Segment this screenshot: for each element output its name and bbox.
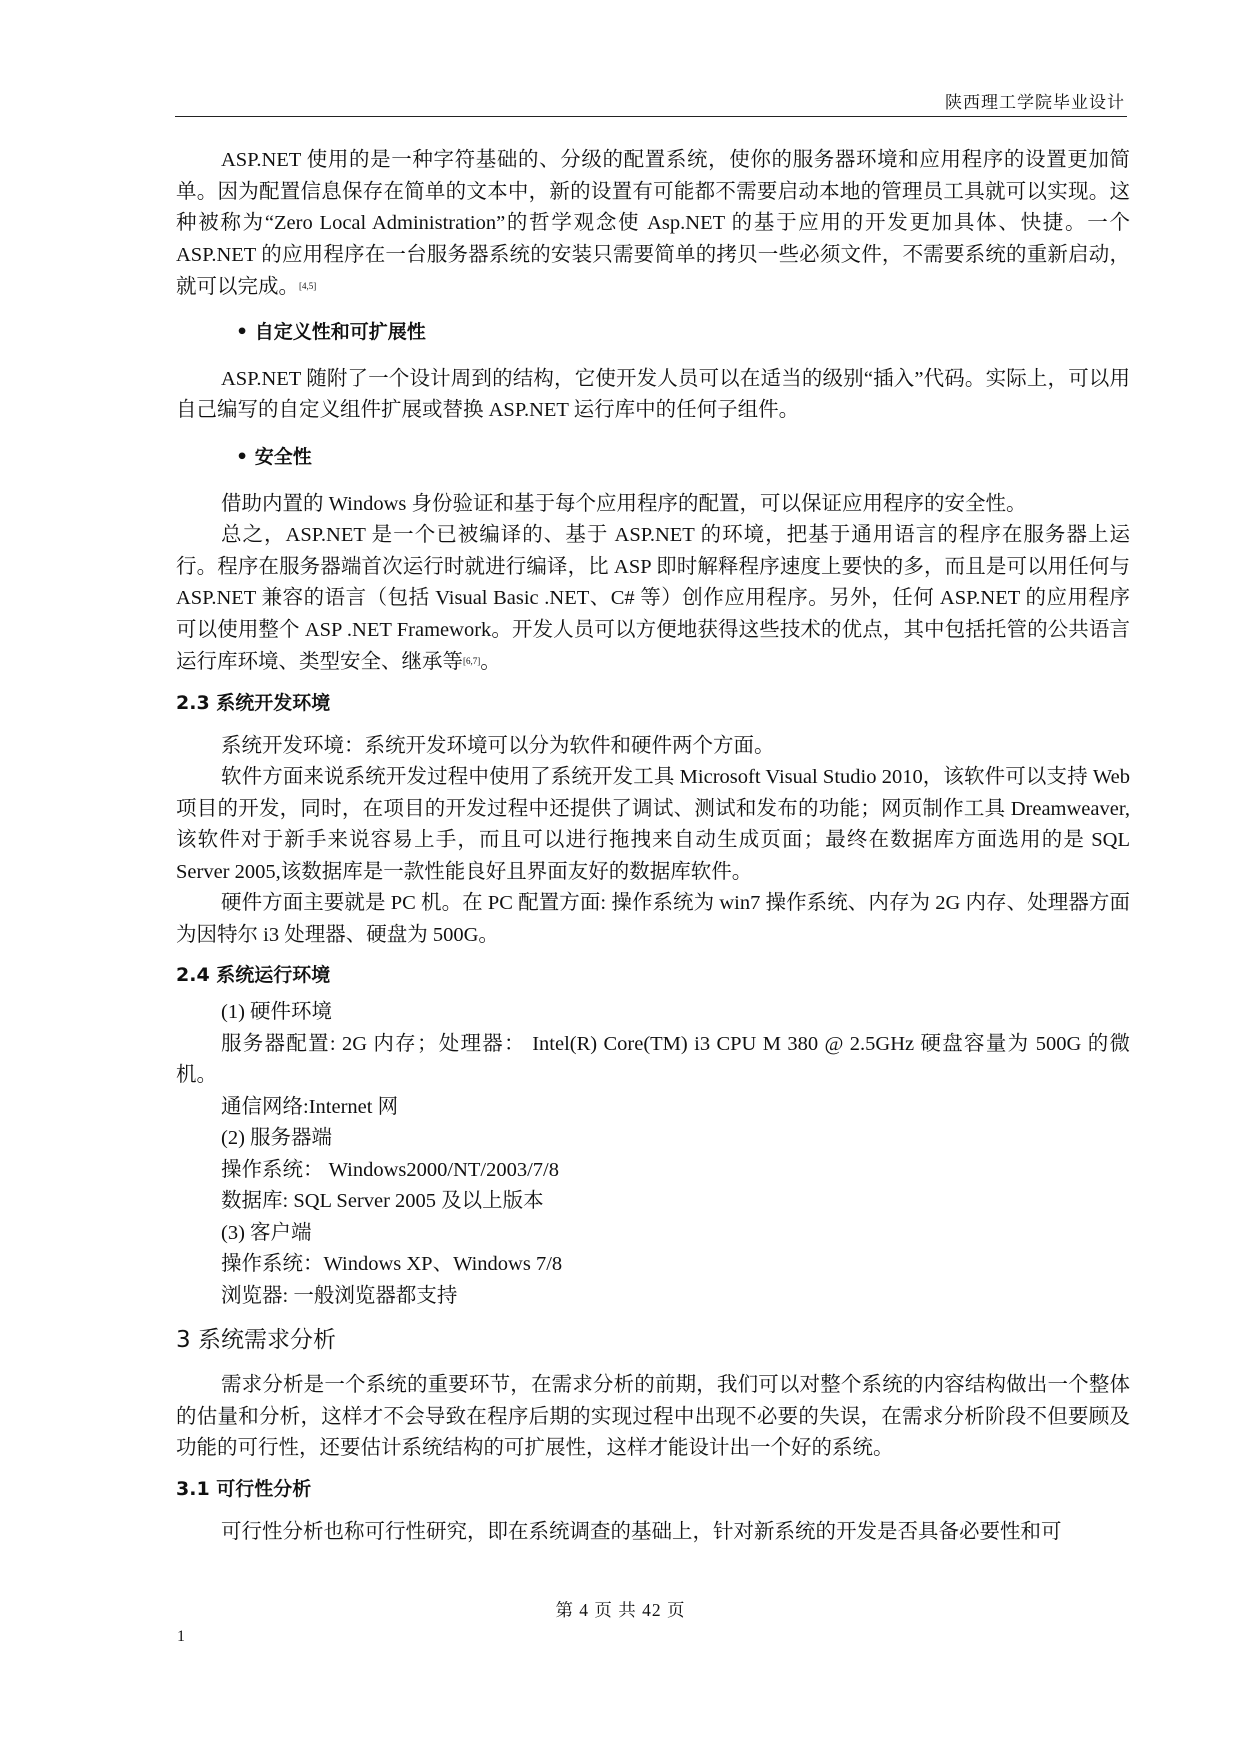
list-line: (2) 服务器端	[221, 1127, 333, 1149]
list-line: (1) 硬件环境	[221, 1001, 333, 1023]
paragraph: 总之，ASP.NET 是一个已被编译的、基于 ASP.NET 的环境，把基于通用语言的程序在服务器上运行。程序在服务器端首次运行时就进行编译，比 ASP 即时解释程序速度上要快的多，而且是可以用任何与 ASP.NET 兼容的语言（包括 Visual Basic .NET、C# 等）创作应用程序。另外，任何 ASP.NET 的应用程序可以使用整个 ASP .NET Framework。开发人员可以方便地获得这些技术的优点，其中包括托管的公共语言运行库环境、类型安全、继承等[6,7]。	[176, 524, 1130, 673]
list-line: 浏览器: 一般浏览器都支持	[221, 1284, 458, 1307]
citation: [4,5]	[299, 281, 317, 291]
paragraph: 硬件方面主要就是 PC 机。在 PC 配置方面: 操作系统为 win7 操作系统、内存为 2G 内存、处理器方面为因特尔 i3 处理器、硬盘为 500G。	[176, 892, 1130, 946]
citation: [6,7]	[463, 656, 481, 666]
list-line: 操作系统：Windows XP、Windows 7/8	[221, 1253, 563, 1275]
list-line: 数据库: SQL Server 2005 及以上版本	[221, 1190, 544, 1212]
section-heading: 2.3 系统开发环境	[176, 691, 331, 714]
chapter-heading: 3 系统需求分析	[176, 1327, 336, 1353]
paragraph: 需求分析是一个系统的重要环节，在需求分析的前期，我们可以对整个系统的内容结构做出一个整体的估量和分析，这样才不会导致在程序后期的实现过程中出现不必要的失误，在需求分析阶段不但要顾及功能的可行性，还要估计系统结构的可扩展性，这样才能设计出一个好的系统。	[176, 1374, 1130, 1459]
document-body	[176, 145, 1130, 1548]
bullet-heading: • 自定义性和可扩展性	[236, 320, 426, 343]
paragraph: 借助内置的 Windows 身份验证和基于每个应用程序的配置，可以保证应用程序的安全性。	[221, 492, 1027, 515]
page-marker: 1	[177, 1628, 185, 1645]
paragraph: 服务器配置: 2G 内存；处理器： Intel(R) Core(TM) i3 CPU M 380 @ 2.5GHz 硬盘容量为 500G 的微机。	[176, 1032, 1130, 1086]
paragraph: 软件方面来说系统开发过程中使用了系统开发工具 Microsoft Visual Studio 2010，该软件可以支持 Web 项目的开发，同时，在项目的开发过程中还提供了调试、测试和发布的功能；网页制作工具 Dreamweaver,该软件对于新手来说容易上手，而且可以进行拖拽来自动生成页面；最终在数据库方面选用的是 SQL Server 2005,该数据库是一款性能良好且界面友好的数据库软件。	[176, 766, 1130, 883]
paragraph: ASP.NET 使用的是一种字符基础的、分级的配置系统，使你的服务器环境和应用程序的设置更加简单。因为配置信息保存在简单的文本中，新的设置有可能都不需要启动本地的管理员工具就可以实现。这种被称为“Zero Local Administration”的哲学观念使 Asp.NET 的基于应用的开发更加具体、快捷。一个 ASP.NET 的应用程序在一台服务器系统的安装只需要简单的拷贝一些必须文件，不需要系统的重新启动，就可以完成。[4,5]	[176, 149, 1130, 298]
bullet-heading: • 安全性	[236, 445, 312, 468]
page-number: 第 4 页 共 42 页	[555, 1600, 686, 1620]
paragraph: ASP.NET 随附了一个设计周到的结构，它使开发人员可以在适当的级别“插入”代码。实际上，可以用自己编写的自定义组件扩展或替换 ASP.NET 运行库中的任何子组件。	[176, 367, 1130, 421]
section-heading: 2.4 系统运行环境	[176, 964, 331, 986]
list-line: 通信网络:Internet 网	[221, 1095, 399, 1118]
section-heading: 3.1 可行性分析	[176, 1477, 312, 1500]
paragraph: 可行性分析也称可行性研究，即在系统调查的基础上，针对新系统的开发是否具备必要性和可	[221, 1520, 1062, 1543]
list-line: (3) 客户端	[221, 1221, 312, 1244]
paragraph: 系统开发环境：系统开发环境可以分为软件和硬件两个方面。	[221, 734, 775, 757]
list-line: 操作系统： Windows2000/NT/2003/7/8	[221, 1158, 559, 1181]
page-header	[175, 84, 1127, 117]
header-title: 陕西理工学院毕业设计	[945, 93, 1125, 112]
